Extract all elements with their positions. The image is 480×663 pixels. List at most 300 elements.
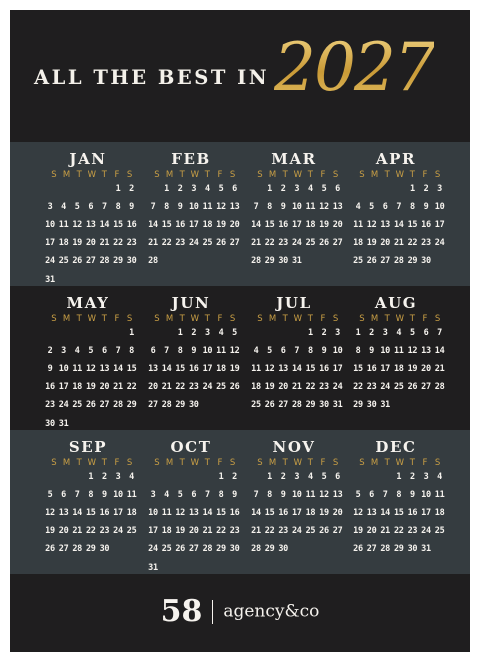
month-name: JUN: [171, 294, 211, 312]
day-number: 19: [319, 220, 329, 231]
day-number: 19: [85, 382, 96, 393]
weekday-header: [246, 170, 342, 182]
day-number: 21: [251, 238, 261, 249]
day-number: 21: [291, 382, 302, 393]
day-number: 10: [202, 346, 213, 357]
weekday-header: [348, 458, 444, 470]
day-number: 9: [47, 364, 53, 375]
day-number: 26: [175, 544, 185, 555]
day-number: 1: [409, 184, 415, 194]
day-number: 31: [45, 274, 55, 285]
weekday-header: [348, 170, 444, 182]
brand-name: agency&co: [223, 601, 320, 622]
day-number: 9: [369, 346, 374, 357]
weekday-label: W: [87, 458, 96, 468]
day-number: 3: [294, 472, 300, 482]
day-number: 4: [204, 184, 210, 194]
weekday-label: W: [190, 458, 199, 468]
day-number: 11: [305, 490, 316, 501]
day-number: 27: [85, 256, 96, 267]
day-number: 1: [115, 184, 121, 194]
day-number: 25: [251, 400, 261, 411]
day-number: 21: [393, 238, 404, 249]
weekday-label: W: [293, 458, 302, 468]
day-number: 25: [72, 400, 82, 411]
day-number: 21: [99, 238, 110, 249]
day-number: 10: [45, 220, 55, 231]
day-number: 21: [434, 364, 445, 375]
weekday-label: S: [51, 314, 57, 324]
day-number: 23: [278, 238, 288, 249]
weekday-label: M: [165, 170, 174, 180]
day-number: 12: [175, 508, 185, 519]
day-number: 4: [164, 490, 169, 501]
weekday-label: F: [422, 170, 428, 180]
day-number: 20: [58, 526, 69, 537]
day-number: 2: [321, 328, 327, 338]
day-number: 3: [61, 346, 66, 357]
day-number: 29: [126, 400, 137, 411]
day-number: 7: [150, 202, 156, 213]
day-number: 17: [434, 220, 445, 231]
day-number: 17: [202, 364, 213, 375]
day-number: 11: [202, 202, 213, 213]
day-number: 13: [229, 202, 240, 213]
day-number: 5: [88, 346, 94, 357]
day-number: 3: [204, 328, 210, 338]
day-number: 21: [148, 238, 158, 249]
weekday-label: T: [307, 458, 313, 468]
day-number: 3: [115, 472, 121, 482]
day-number: 31: [332, 400, 343, 411]
day-number: 8: [164, 202, 169, 213]
weekday-label: S: [332, 314, 339, 324]
day-number: 27: [229, 238, 240, 249]
day-number: 13: [366, 508, 377, 519]
day-number: 24: [291, 526, 302, 537]
weekday-label: T: [76, 170, 82, 180]
day-number: 15: [393, 508, 404, 519]
weekday-label: F: [217, 314, 223, 324]
day-number: 30: [278, 544, 288, 555]
day-number: 20: [421, 364, 431, 375]
day-number: 13: [99, 364, 110, 375]
year-title: 2027: [274, 29, 434, 106]
day-number: 27: [188, 544, 199, 555]
day-number: 15: [126, 364, 137, 375]
weekday-label: S: [332, 458, 339, 468]
day-number: 26: [353, 544, 363, 555]
day-number: 16: [229, 508, 240, 519]
day-number: 30: [278, 256, 288, 267]
day-number: 1: [164, 184, 169, 194]
day-number: 12: [72, 220, 82, 231]
day-number: 10: [113, 490, 123, 501]
day-number: 28: [393, 256, 404, 267]
day-number: 24: [332, 382, 343, 393]
weekday-label: F: [114, 170, 120, 180]
day-number: 31: [291, 256, 302, 267]
day-number: 31: [380, 400, 390, 411]
day-number: 22: [264, 238, 275, 249]
day-number: 10: [148, 508, 158, 519]
day-number: 25: [305, 238, 316, 249]
day-number: 30: [229, 544, 240, 555]
day-number: 17: [332, 364, 343, 375]
day-number: 7: [396, 202, 402, 213]
day-number: 27: [366, 544, 377, 555]
day-number: 8: [115, 202, 121, 213]
day-number: 16: [99, 508, 110, 519]
day-number: 6: [423, 328, 429, 338]
day-number: 15: [85, 508, 96, 519]
brand-divider: [212, 600, 213, 624]
day-number: 3: [47, 202, 53, 213]
day-number: 12: [85, 364, 96, 375]
day-number: 9: [409, 490, 415, 501]
day-number: 9: [101, 490, 107, 501]
day-number: 8: [218, 490, 224, 501]
day-number: 10: [421, 490, 431, 501]
day-number: 31: [58, 418, 69, 429]
day-number: 27: [148, 400, 158, 411]
day-number: 17: [148, 526, 158, 537]
header: [10, 10, 470, 134]
day-number: 9: [232, 490, 237, 501]
day-number: 26: [264, 400, 275, 411]
weekday-label: S: [434, 314, 441, 324]
day-number: 29: [113, 256, 123, 267]
weekday-label: F: [422, 458, 428, 468]
day-number: 5: [409, 328, 415, 338]
day-number: 19: [264, 382, 275, 393]
day-number: 19: [45, 526, 55, 537]
weekday-header: [40, 170, 136, 182]
day-number: 29: [407, 256, 418, 267]
weekday-label: M: [370, 458, 379, 468]
day-number: 29: [393, 544, 404, 555]
day-number: 28: [148, 256, 158, 267]
day-number: 27: [278, 400, 288, 411]
day-number: 21: [161, 382, 172, 393]
day-number: 14: [380, 508, 390, 519]
day-number: 6: [61, 490, 66, 501]
day-number: 20: [229, 220, 240, 231]
day-number: 23: [99, 526, 110, 537]
weekday-label: S: [154, 170, 160, 180]
weekday-label: T: [179, 458, 185, 468]
day-number: 8: [88, 490, 94, 501]
day-number: 24: [45, 256, 55, 267]
day-number: 18: [202, 220, 213, 231]
day-number: 6: [150, 346, 156, 357]
day-number: 17: [188, 220, 199, 231]
weekday-header: [143, 314, 239, 326]
day-number: 4: [307, 472, 313, 482]
weekday-label: S: [359, 314, 365, 324]
month-name: MAR: [271, 150, 317, 168]
day-number: 9: [321, 346, 327, 357]
footer: [10, 574, 470, 652]
day-number: 14: [291, 364, 302, 375]
day-number: 15: [305, 364, 316, 375]
day-number: 16: [407, 508, 418, 519]
day-number: 7: [253, 202, 259, 213]
day-number: 6: [335, 184, 340, 194]
day-number: 18: [58, 238, 69, 249]
weekday-label: W: [87, 170, 96, 180]
weekday-label: S: [126, 170, 133, 180]
day-number: 4: [61, 202, 66, 213]
day-number: 11: [72, 364, 82, 375]
weekday-label: M: [62, 458, 71, 468]
day-number: 27: [332, 238, 343, 249]
day-number: 27: [58, 544, 69, 555]
day-number: 28: [380, 544, 390, 555]
day-number: 3: [335, 328, 340, 338]
day-number: 19: [175, 526, 185, 537]
day-number: 18: [126, 508, 137, 519]
day-number: 18: [251, 382, 261, 393]
day-number: 10: [434, 202, 445, 213]
day-number: 25: [434, 526, 445, 537]
day-number: 22: [216, 526, 226, 537]
day-number: 18: [216, 364, 226, 375]
day-number: 8: [129, 346, 134, 357]
day-number: 23: [188, 382, 199, 393]
day-number: 30: [319, 400, 329, 411]
day-number: 6: [232, 184, 237, 194]
day-number: 25: [161, 544, 172, 555]
day-number: 23: [175, 238, 185, 249]
day-number: 9: [177, 202, 183, 213]
day-number: 10: [332, 346, 343, 357]
day-number: 5: [47, 490, 53, 501]
day-number: 24: [58, 400, 69, 411]
day-number: 7: [101, 202, 107, 213]
day-number: 21: [113, 382, 123, 393]
day-number: 5: [232, 328, 237, 338]
day-number: 4: [74, 346, 80, 357]
weekday-label: F: [422, 314, 428, 324]
day-number: 17: [421, 508, 431, 519]
weekday-label: T: [384, 314, 390, 324]
day-number: 5: [321, 472, 327, 482]
weekday-header: [40, 314, 136, 326]
weekday-label: S: [154, 458, 160, 468]
day-number: 11: [58, 220, 69, 231]
day-number: 17: [45, 238, 55, 249]
day-number: 20: [99, 382, 110, 393]
day-number: 2: [177, 184, 183, 194]
weekday-label: S: [434, 458, 441, 468]
day-number: 24: [188, 238, 199, 249]
day-number: 14: [72, 508, 82, 519]
day-number: 14: [99, 220, 110, 231]
day-number: 13: [58, 508, 69, 519]
day-number: 26: [319, 238, 329, 249]
day-number: 16: [175, 220, 185, 231]
month-name: OCT: [170, 438, 212, 456]
day-number: 28: [251, 256, 261, 267]
day-number: 30: [126, 256, 137, 267]
month-name: SEP: [68, 438, 108, 456]
day-number: 1: [267, 184, 272, 194]
day-number: 30: [421, 256, 431, 267]
day-number: 10: [291, 202, 302, 213]
day-number: 15: [175, 364, 185, 375]
day-number: 13: [421, 346, 431, 357]
day-number: 18: [353, 238, 363, 249]
day-number: 31: [148, 562, 158, 573]
weekday-label: S: [434, 170, 441, 180]
day-number: 13: [278, 364, 288, 375]
day-number: 4: [253, 346, 259, 357]
day-number: 11: [216, 346, 226, 357]
day-number: 19: [366, 238, 377, 249]
day-number: 19: [407, 364, 418, 375]
day-number: 16: [45, 382, 55, 393]
weekday-label: F: [114, 314, 120, 324]
day-number: 12: [45, 508, 55, 519]
day-number: 22: [353, 382, 363, 393]
day-number: 11: [434, 490, 445, 501]
day-number: 26: [85, 400, 96, 411]
weekday-label: S: [229, 314, 236, 324]
day-number: 24: [291, 238, 302, 249]
day-number: 23: [366, 382, 377, 393]
weekday-label: S: [359, 458, 365, 468]
day-number: 17: [291, 508, 302, 519]
day-number: 19: [72, 238, 82, 249]
month-name: NOV: [272, 438, 316, 456]
weekday-label: T: [101, 314, 107, 324]
day-number: 11: [353, 220, 363, 231]
day-number: 22: [264, 526, 275, 537]
day-number: 5: [74, 202, 80, 213]
weekday-header: [40, 458, 136, 470]
weekday-label: M: [62, 314, 71, 324]
day-number: 27: [421, 382, 431, 393]
day-number: 9: [129, 202, 134, 213]
day-number: 29: [264, 544, 275, 555]
day-number: 22: [85, 526, 96, 537]
day-number: 2: [423, 184, 429, 194]
day-number: 1: [307, 328, 313, 338]
weekday-label: F: [114, 458, 120, 468]
day-number: 11: [393, 346, 404, 357]
weekday-label: T: [101, 458, 107, 468]
weekday-label: T: [409, 170, 415, 180]
day-number: 18: [161, 526, 172, 537]
day-number: 10: [58, 364, 69, 375]
day-number: 31: [421, 544, 431, 555]
calendar-card: [10, 10, 470, 652]
weekday-header: [143, 170, 239, 182]
day-number: 13: [148, 364, 158, 375]
month-name: JUL: [276, 294, 312, 312]
day-number: 5: [177, 490, 183, 501]
day-number: 1: [177, 328, 183, 338]
day-number: 1: [355, 328, 361, 338]
day-number: 23: [421, 238, 431, 249]
day-number: 18: [393, 364, 404, 375]
day-number: 14: [251, 220, 261, 231]
day-number: 19: [229, 364, 240, 375]
day-number: 22: [161, 238, 172, 249]
day-number: 15: [407, 220, 418, 231]
day-number: 9: [423, 202, 429, 213]
day-number: 5: [321, 184, 327, 194]
brand-number: 58: [160, 594, 203, 629]
day-number: 21: [202, 526, 213, 537]
day-number: 19: [353, 526, 363, 537]
day-number: 7: [382, 490, 388, 501]
day-number: 28: [202, 544, 213, 555]
day-number: 4: [218, 328, 224, 338]
day-number: 15: [113, 220, 123, 231]
day-number: 3: [382, 328, 388, 338]
day-number: 11: [305, 202, 316, 213]
day-number: 21: [251, 526, 261, 537]
day-number: 3: [294, 184, 300, 194]
day-number: 30: [366, 400, 377, 411]
weekday-label: S: [51, 170, 57, 180]
day-number: 30: [99, 544, 110, 555]
day-number: 3: [437, 184, 442, 194]
day-number: 24: [421, 526, 431, 537]
day-number: 1: [218, 472, 224, 482]
day-number: 26: [319, 526, 329, 537]
day-number: 7: [115, 346, 121, 357]
day-number: 12: [319, 490, 329, 501]
day-number: 25: [216, 382, 226, 393]
day-number: 8: [307, 346, 313, 357]
weekday-label: S: [257, 314, 263, 324]
day-number: 11: [251, 364, 261, 375]
day-number: 28: [434, 382, 445, 393]
day-number: 4: [307, 184, 313, 194]
day-number: 1: [88, 472, 94, 482]
day-number: 16: [366, 364, 377, 375]
day-number: 25: [393, 382, 404, 393]
day-number: 5: [369, 202, 374, 213]
day-number: 12: [264, 364, 275, 375]
weekday-label: W: [395, 170, 404, 180]
day-number: 22: [113, 238, 123, 249]
day-number: 3: [191, 184, 197, 194]
weekday-label: M: [62, 170, 71, 180]
day-number: 23: [407, 526, 418, 537]
day-number: 20: [188, 526, 199, 537]
day-number: 6: [280, 346, 286, 357]
day-number: 29: [353, 400, 363, 411]
weekday-label: T: [204, 314, 210, 324]
day-number: 18: [305, 220, 316, 231]
day-number: 19: [319, 508, 329, 519]
weekday-label: W: [293, 170, 302, 180]
day-number: 8: [396, 490, 402, 501]
day-number: 12: [353, 508, 363, 519]
day-number: 7: [74, 490, 80, 501]
day-number: 28: [251, 544, 261, 555]
weekday-label: T: [282, 314, 288, 324]
day-number: 28: [72, 544, 82, 555]
day-number: 12: [229, 346, 240, 357]
day-number: 9: [280, 202, 286, 213]
day-number: 21: [72, 526, 82, 537]
day-number: 7: [204, 490, 210, 501]
